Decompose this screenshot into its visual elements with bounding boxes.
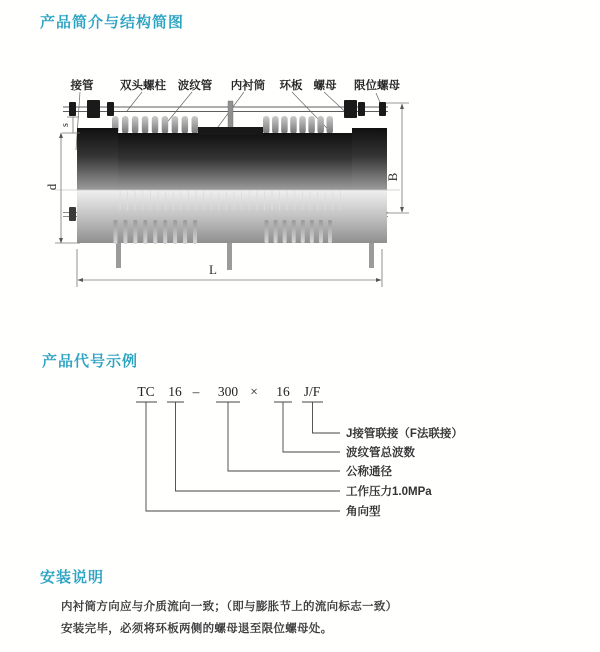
code-callout-lines xyxy=(136,402,340,511)
structure-diagram xyxy=(30,60,460,310)
part-labels xyxy=(70,78,401,92)
code-seg-times: × xyxy=(250,384,258,399)
callout-nominal-diameter: 公称通径 xyxy=(346,466,392,478)
code-segments xyxy=(137,384,320,399)
dim-d-label: d xyxy=(44,183,59,191)
dimension-B xyxy=(385,103,409,213)
inner-sleeve xyxy=(198,127,263,135)
code-section-title: 产品代号示例 xyxy=(42,353,139,370)
rod-nuts-top xyxy=(69,100,386,118)
dim-s-label: s xyxy=(60,123,71,127)
code-callout-labels xyxy=(346,426,463,518)
label-luomu: 螺母 xyxy=(313,80,337,92)
label-neichentong: 内衬筒 xyxy=(230,80,266,92)
label-shuangtouluozhu: 双头螺柱 xyxy=(120,80,166,92)
code-seg-waves: 16 xyxy=(276,384,290,399)
product-code-diagram xyxy=(95,373,490,533)
callout-wave-count: 波纹管总波数 xyxy=(346,447,415,459)
dimension-d xyxy=(44,133,80,243)
intro-section-title: 产品简介与结构简图 xyxy=(40,14,185,31)
install-note-2: 安装完毕，必须将环板两侧的螺母退至限位螺母处。 xyxy=(61,623,333,635)
callout-angular-type: 角向型 xyxy=(346,506,381,518)
label-huanban: 环板 xyxy=(279,80,303,92)
label-jieguan: 接管 xyxy=(70,80,94,92)
callout-connection: J接管联接（F法联接） xyxy=(346,428,463,440)
joint-body-top xyxy=(77,127,387,190)
dim-B-label: B xyxy=(385,172,400,182)
label-bowenguan: 波纹管 xyxy=(177,80,213,92)
install-note-1: 内衬筒方向应与介质流向一致；（即与膨胀节上的流向标志一致） xyxy=(61,601,398,613)
label-xianwei-luomu: 限位螺母 xyxy=(354,80,400,92)
code-seg-connection: J/F xyxy=(303,384,321,399)
dim-L-label: L xyxy=(209,262,217,277)
callout-working-pressure: 工作压力1.0MPa xyxy=(346,486,432,498)
install-section-title: 安装说明 xyxy=(40,569,105,586)
code-seg-type: TC xyxy=(137,384,155,399)
code-seg-dash: – xyxy=(192,384,200,399)
code-seg-pressure: 16 xyxy=(168,384,182,399)
code-seg-diameter: 300 xyxy=(217,384,239,399)
